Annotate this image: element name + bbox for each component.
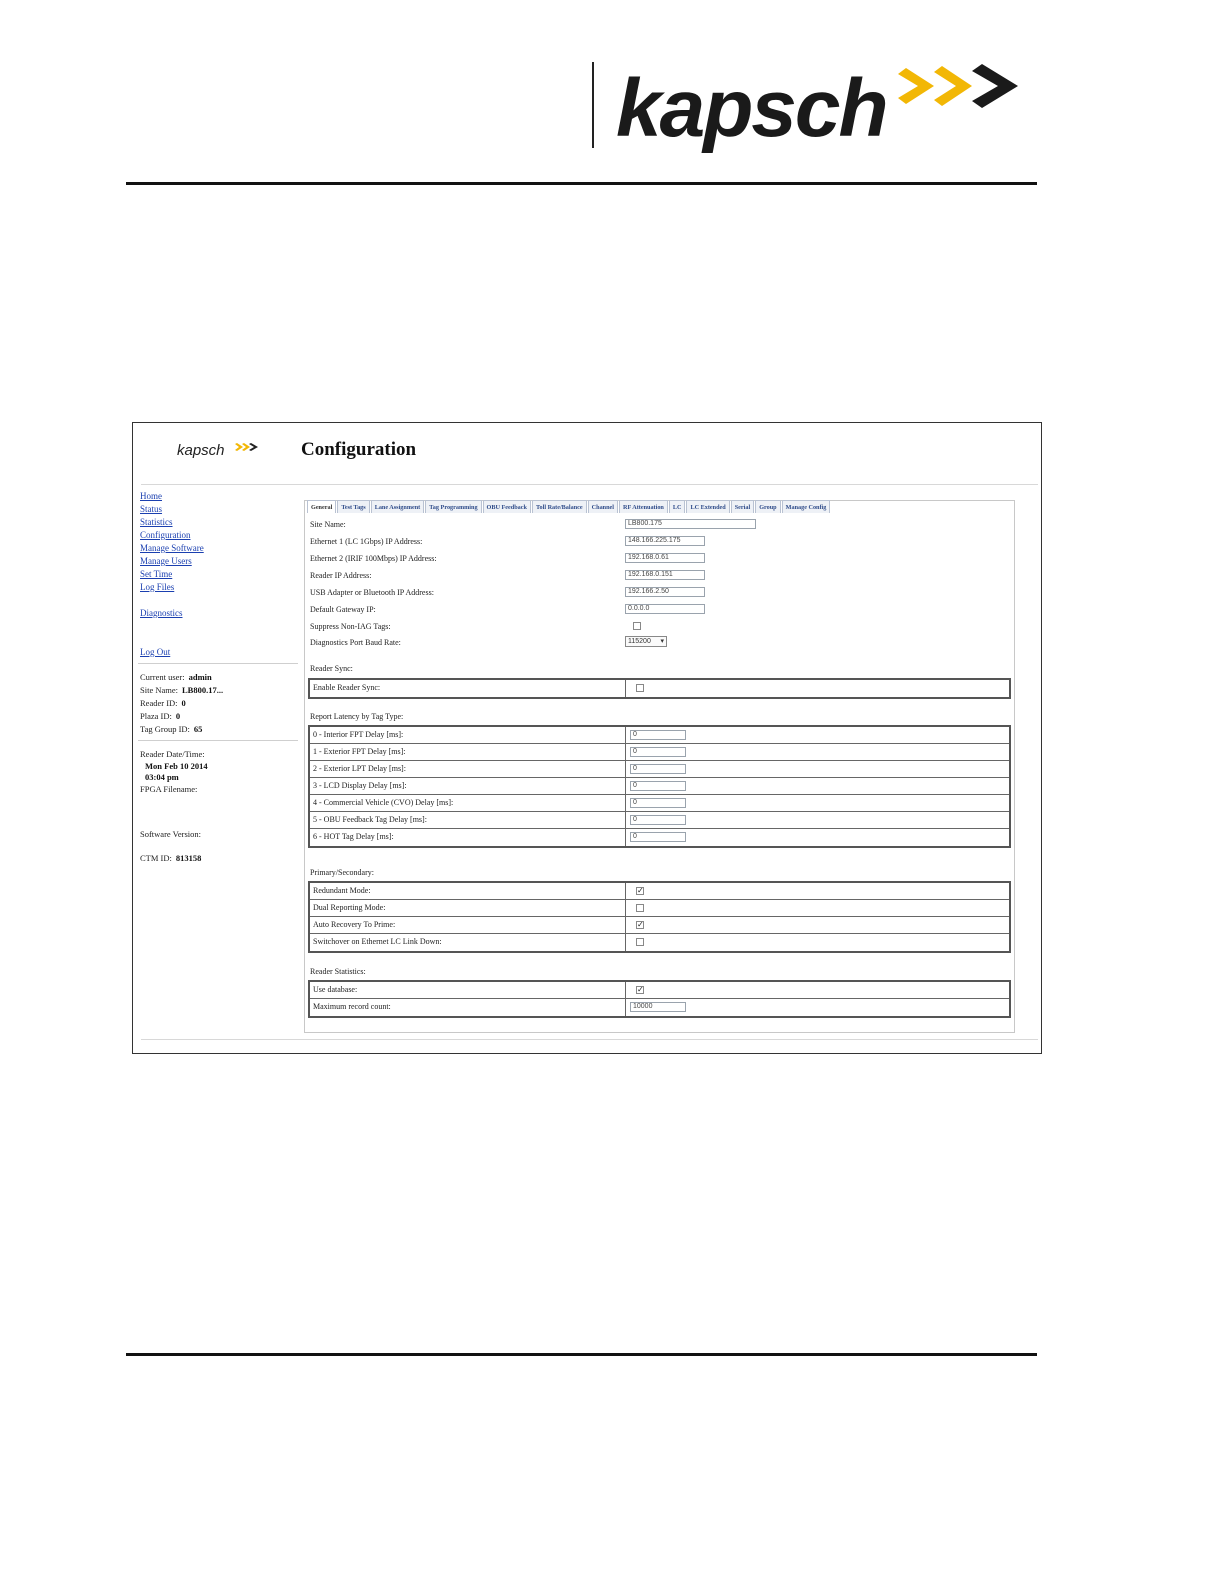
reader-datetime-label: Reader Date/Time: xyxy=(140,749,205,759)
enable-reader-sync-label: Enable Reader Sync: xyxy=(313,683,381,692)
latency-label: 0 - Interior FPT Delay [ms]: xyxy=(313,730,404,739)
usb-ip-label: USB Adapter or Bluetooth IP Address: xyxy=(310,588,434,597)
baud-rate-select[interactable]: 115200 ▾ xyxy=(625,636,667,647)
table-row xyxy=(310,934,1009,951)
table-row xyxy=(310,778,1009,795)
sidebar-separator xyxy=(138,663,298,664)
sidebar-separator xyxy=(138,740,298,741)
chevron-1 xyxy=(898,68,934,104)
latency-label: 1 - Exterior FPT Delay [ms]: xyxy=(313,747,406,756)
dual-reporting-checkbox[interactable] xyxy=(636,904,644,912)
redundant-mode-checkbox[interactable]: ✓ xyxy=(637,886,644,895)
tab-bar xyxy=(307,500,830,513)
suppress-tags-label: Suppress Non-IAG Tags: xyxy=(310,622,391,631)
latency-table xyxy=(308,725,1011,848)
latency-input[interactable]: 0 xyxy=(630,798,686,808)
auto-recovery-label: Auto Recovery To Prime: xyxy=(313,920,396,929)
footer-rule xyxy=(126,1353,1037,1356)
site-name-input[interactable]: LB800.175 xyxy=(625,519,756,529)
header-divider xyxy=(592,62,594,148)
ctm-id-info: CTM ID: 813158 xyxy=(140,853,202,863)
svg-text:kapsch: kapsch xyxy=(177,442,225,459)
table-row xyxy=(310,917,1009,934)
page-title: Configuration xyxy=(301,439,417,460)
footer-separator xyxy=(141,1039,1038,1040)
nav-log-files[interactable]: Log Files xyxy=(140,582,175,592)
nav-set-time[interactable]: Set Time xyxy=(140,569,173,579)
table-row xyxy=(310,812,1009,829)
table-row xyxy=(310,829,1009,846)
latency-input[interactable]: 0 xyxy=(630,747,686,757)
max-record-label: Maximum record count: xyxy=(313,1002,391,1011)
table-row xyxy=(310,680,1009,697)
tab-channel[interactable]: Channel xyxy=(588,500,618,513)
gateway-ip-label: Default Gateway IP: xyxy=(310,605,376,614)
tab-lc-extended[interactable]: LC Extended xyxy=(686,500,729,513)
kapsch-wordmark: kapsch xyxy=(616,63,887,154)
kapsch-mini-logo xyxy=(177,439,269,463)
reader-sync-table xyxy=(308,678,1011,699)
site-name-label: Site Name: xyxy=(310,520,346,529)
eth1-ip-input[interactable]: 148.166.225.175 xyxy=(625,536,705,546)
nav-diagnostics[interactable]: Diagnostics xyxy=(140,608,183,618)
table-row xyxy=(310,727,1009,744)
use-database-label: Use database: xyxy=(313,985,358,994)
tab-serial[interactable]: Serial xyxy=(731,500,754,513)
nav-manage-software[interactable]: Manage Software xyxy=(140,543,204,553)
latency-input[interactable]: 0 xyxy=(630,832,686,842)
nav-status[interactable]: Status xyxy=(140,504,163,514)
use-database-checkbox[interactable]: ✓ xyxy=(637,985,644,994)
eth2-ip-label: Ethernet 2 (IRIF 100Mbps) IP Address: xyxy=(310,554,437,563)
header-rule xyxy=(126,182,1037,185)
latency-label: 5 - OBU Feedback Tag Delay [ms]: xyxy=(313,815,427,824)
table-row xyxy=(310,999,1009,1016)
switchover-label: Switchover on Ethernet LC Link Down: xyxy=(313,937,442,946)
site-name-info: Site Name: LB800.17... xyxy=(140,685,224,695)
tab-manage-config[interactable]: Manage Config xyxy=(782,500,831,513)
baud-rate-label: Diagnostics Port Baud Rate: xyxy=(310,638,401,647)
tab-toll-rate-balance[interactable]: Toll Rate/Balance xyxy=(532,500,587,513)
reader-ip-input[interactable]: 192.168.0.151 xyxy=(625,570,705,580)
eth2-ip-input[interactable]: 192.168.0.61 xyxy=(625,553,705,563)
tab-general[interactable]: General xyxy=(307,500,336,513)
latency-input[interactable]: 0 xyxy=(630,815,686,825)
latency-title: Report Latency by Tag Type: xyxy=(310,712,404,721)
software-version-label: Software Version: xyxy=(140,829,201,839)
tab-lc[interactable]: LC xyxy=(669,500,686,513)
fpga-filename-label: FPGA Filename: xyxy=(140,784,198,794)
eth1-ip-label: Ethernet 1 (LC 1Gbps) IP Address: xyxy=(310,537,423,546)
dual-reporting-label: Dual Reporting Mode: xyxy=(313,903,386,912)
tab-obu-feedback[interactable]: OBU Feedback xyxy=(483,500,531,513)
latency-input[interactable]: 0 xyxy=(630,764,686,774)
suppress-tags-checkbox[interactable] xyxy=(633,622,641,630)
gateway-ip-input[interactable]: 0.0.0.0 xyxy=(625,604,705,614)
table-row xyxy=(310,761,1009,778)
reader-statistics-table xyxy=(308,980,1011,1018)
table-row xyxy=(310,795,1009,812)
latency-input[interactable]: 0 xyxy=(630,781,686,791)
latency-label: 3 - LCD Display Delay [ms]: xyxy=(313,781,407,790)
tab-group[interactable]: Group xyxy=(755,500,780,513)
auto-recovery-checkbox[interactable]: ✓ xyxy=(637,920,644,929)
tag-group-info: Tag Group ID: 65 xyxy=(140,724,203,734)
usb-ip-input[interactable]: 192.166.2.50 xyxy=(625,587,705,597)
switchover-checkbox[interactable] xyxy=(636,938,644,946)
enable-reader-sync-checkbox[interactable] xyxy=(636,684,644,692)
tab-test-tags[interactable]: Test Tags xyxy=(337,500,369,513)
nav-log-out[interactable]: Log Out xyxy=(140,647,171,657)
latency-label: 6 - HOT Tag Delay [ms]: xyxy=(313,832,394,841)
chevron-3 xyxy=(972,64,1018,108)
chevron-down-icon: ▾ xyxy=(660,638,664,645)
config-screenshot xyxy=(132,422,1042,1054)
reader-time: 03:04 pm xyxy=(145,772,179,782)
kapsch-logo xyxy=(616,58,1036,154)
redundant-mode-label: Redundant Mode: xyxy=(313,886,371,895)
table-row xyxy=(310,744,1009,761)
nav-manage-users[interactable]: Manage Users xyxy=(140,556,192,566)
reader-statistics-title: Reader Statistics: xyxy=(310,967,366,976)
primary-secondary-table xyxy=(308,881,1011,953)
primary-secondary-title: Primary/Secondary: xyxy=(310,868,374,877)
nav-configuration[interactable]: Configuration xyxy=(140,530,191,540)
table-row xyxy=(310,883,1009,900)
tab-lane-assignment[interactable]: Lane Assignment xyxy=(371,500,425,513)
table-row xyxy=(310,900,1009,917)
latency-label: 2 - Exterior LPT Delay [ms]: xyxy=(313,764,406,773)
table-row xyxy=(310,982,1009,999)
chevron-2 xyxy=(934,66,972,106)
reader-ip-label: Reader IP Address: xyxy=(310,571,372,580)
tab-tag-programming[interactable]: Tag Programming xyxy=(425,500,481,513)
reader-date: Mon Feb 10 2014 xyxy=(145,761,208,771)
nav-statistics[interactable]: Statistics xyxy=(140,517,173,527)
tab-rf-attenuation[interactable]: RF Attenuation xyxy=(619,500,668,513)
current-user-info: Current user: admin xyxy=(140,672,212,682)
latency-input[interactable]: 0 xyxy=(630,730,686,740)
latency-label: 4 - Commercial Vehicle (CVO) Delay [ms]: xyxy=(313,798,454,807)
max-record-input[interactable]: 10000 xyxy=(630,1002,686,1012)
nav-home[interactable]: Home xyxy=(140,491,162,501)
title-separator xyxy=(141,484,1038,485)
reader-sync-title: Reader Sync: xyxy=(310,664,353,673)
reader-id-info: Reader ID: 0 xyxy=(140,698,186,708)
plaza-id-info: Plaza ID: 0 xyxy=(140,711,181,721)
